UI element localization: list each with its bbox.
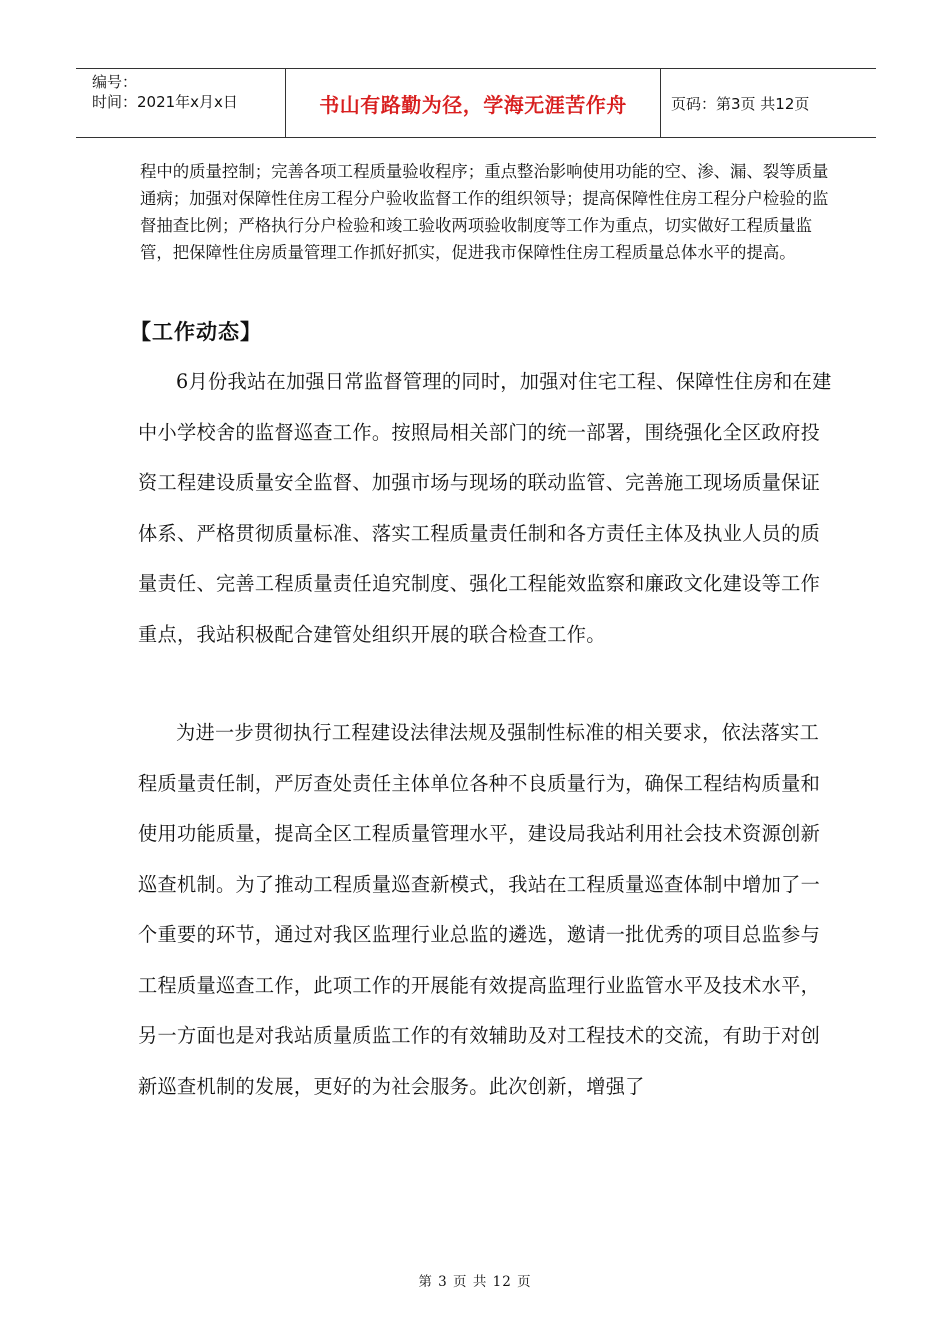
header-meta bbox=[76, 69, 286, 137]
body-paragraph-1: 6月份我站在加强日常监督管理的同时，加强对住宅工程、保障性住房和在建中小学校舍的监督巡查工作。按照局相关部门的统一部署，围绕强化全区政府投资工程建设质量安全监督、加强市场与现场的联动监管、完善施工现场质量保证体系、严格贯彻质量标准、落实工程质量责任制和各方责任主体及执业人员的质量责任、完善工程质量责任追究制度、强化工程能效监察和廉政文化建设等工作重点，我站积极配合建管处组织开展的联合检查工作。 bbox=[138, 370, 832, 646]
section-title: 【工作动态】 bbox=[130, 320, 262, 344]
header-motto bbox=[286, 69, 661, 137]
number-label: 编号： bbox=[92, 73, 138, 91]
time-label: 时间：2021年x月x日 bbox=[92, 93, 238, 111]
body-paragraph-2: 为进一步贯彻执行工程建设法律法规及强制性标准的相关要求，依法落实工程质量责任制，严厉查处责任主体单位各种不良质量行为，确保工程结构质量和使用功能质量，提高全区工程质量管理水平，建设局我站利用社会技术资源创新巡查机制。为了推动工程质量巡查新模式，我站在工程质量巡查体制中增加了一个重要的环节，通过对我区监理行业总监的遴选，邀请一批优秀的项目总监参与工程质量巡查工作，此项工作的开展能有效提高监理行业监管水平及技术水平，另一方面也是对我站质量质监工作的有效辅助及对工程技术的交流，有助于对创新巡查机制的发展，更好的为社会服务。此次创新，增强了 bbox=[138, 721, 821, 1098]
motto-text: 书山有路勤为径，学海无涯苦作舟 bbox=[319, 92, 627, 117]
header-page-info bbox=[661, 69, 876, 137]
page-header bbox=[76, 68, 876, 138]
page-info-text: 页码：第3页 共12页 bbox=[671, 94, 810, 113]
intro-paragraph: 程中的质量控制；完善各项工程质量验收程序；重点整治影响使用功能的空、渗、漏、裂等质量通病；加强对保障性住房工程分户验收监督工作的组织领导；提高保障性住房工程分户检验的监督抽查比例；严格执行分户检验和竣工验收两项验收制度等工作为重点，切实做好工程质量监管，把保障性住房质量管理工作抓好抓实，促进我市保障性住房工程质量总体水平的提高。 bbox=[140, 162, 829, 262]
page-footer: 第 3 页 共 12 页 bbox=[418, 1274, 532, 1290]
